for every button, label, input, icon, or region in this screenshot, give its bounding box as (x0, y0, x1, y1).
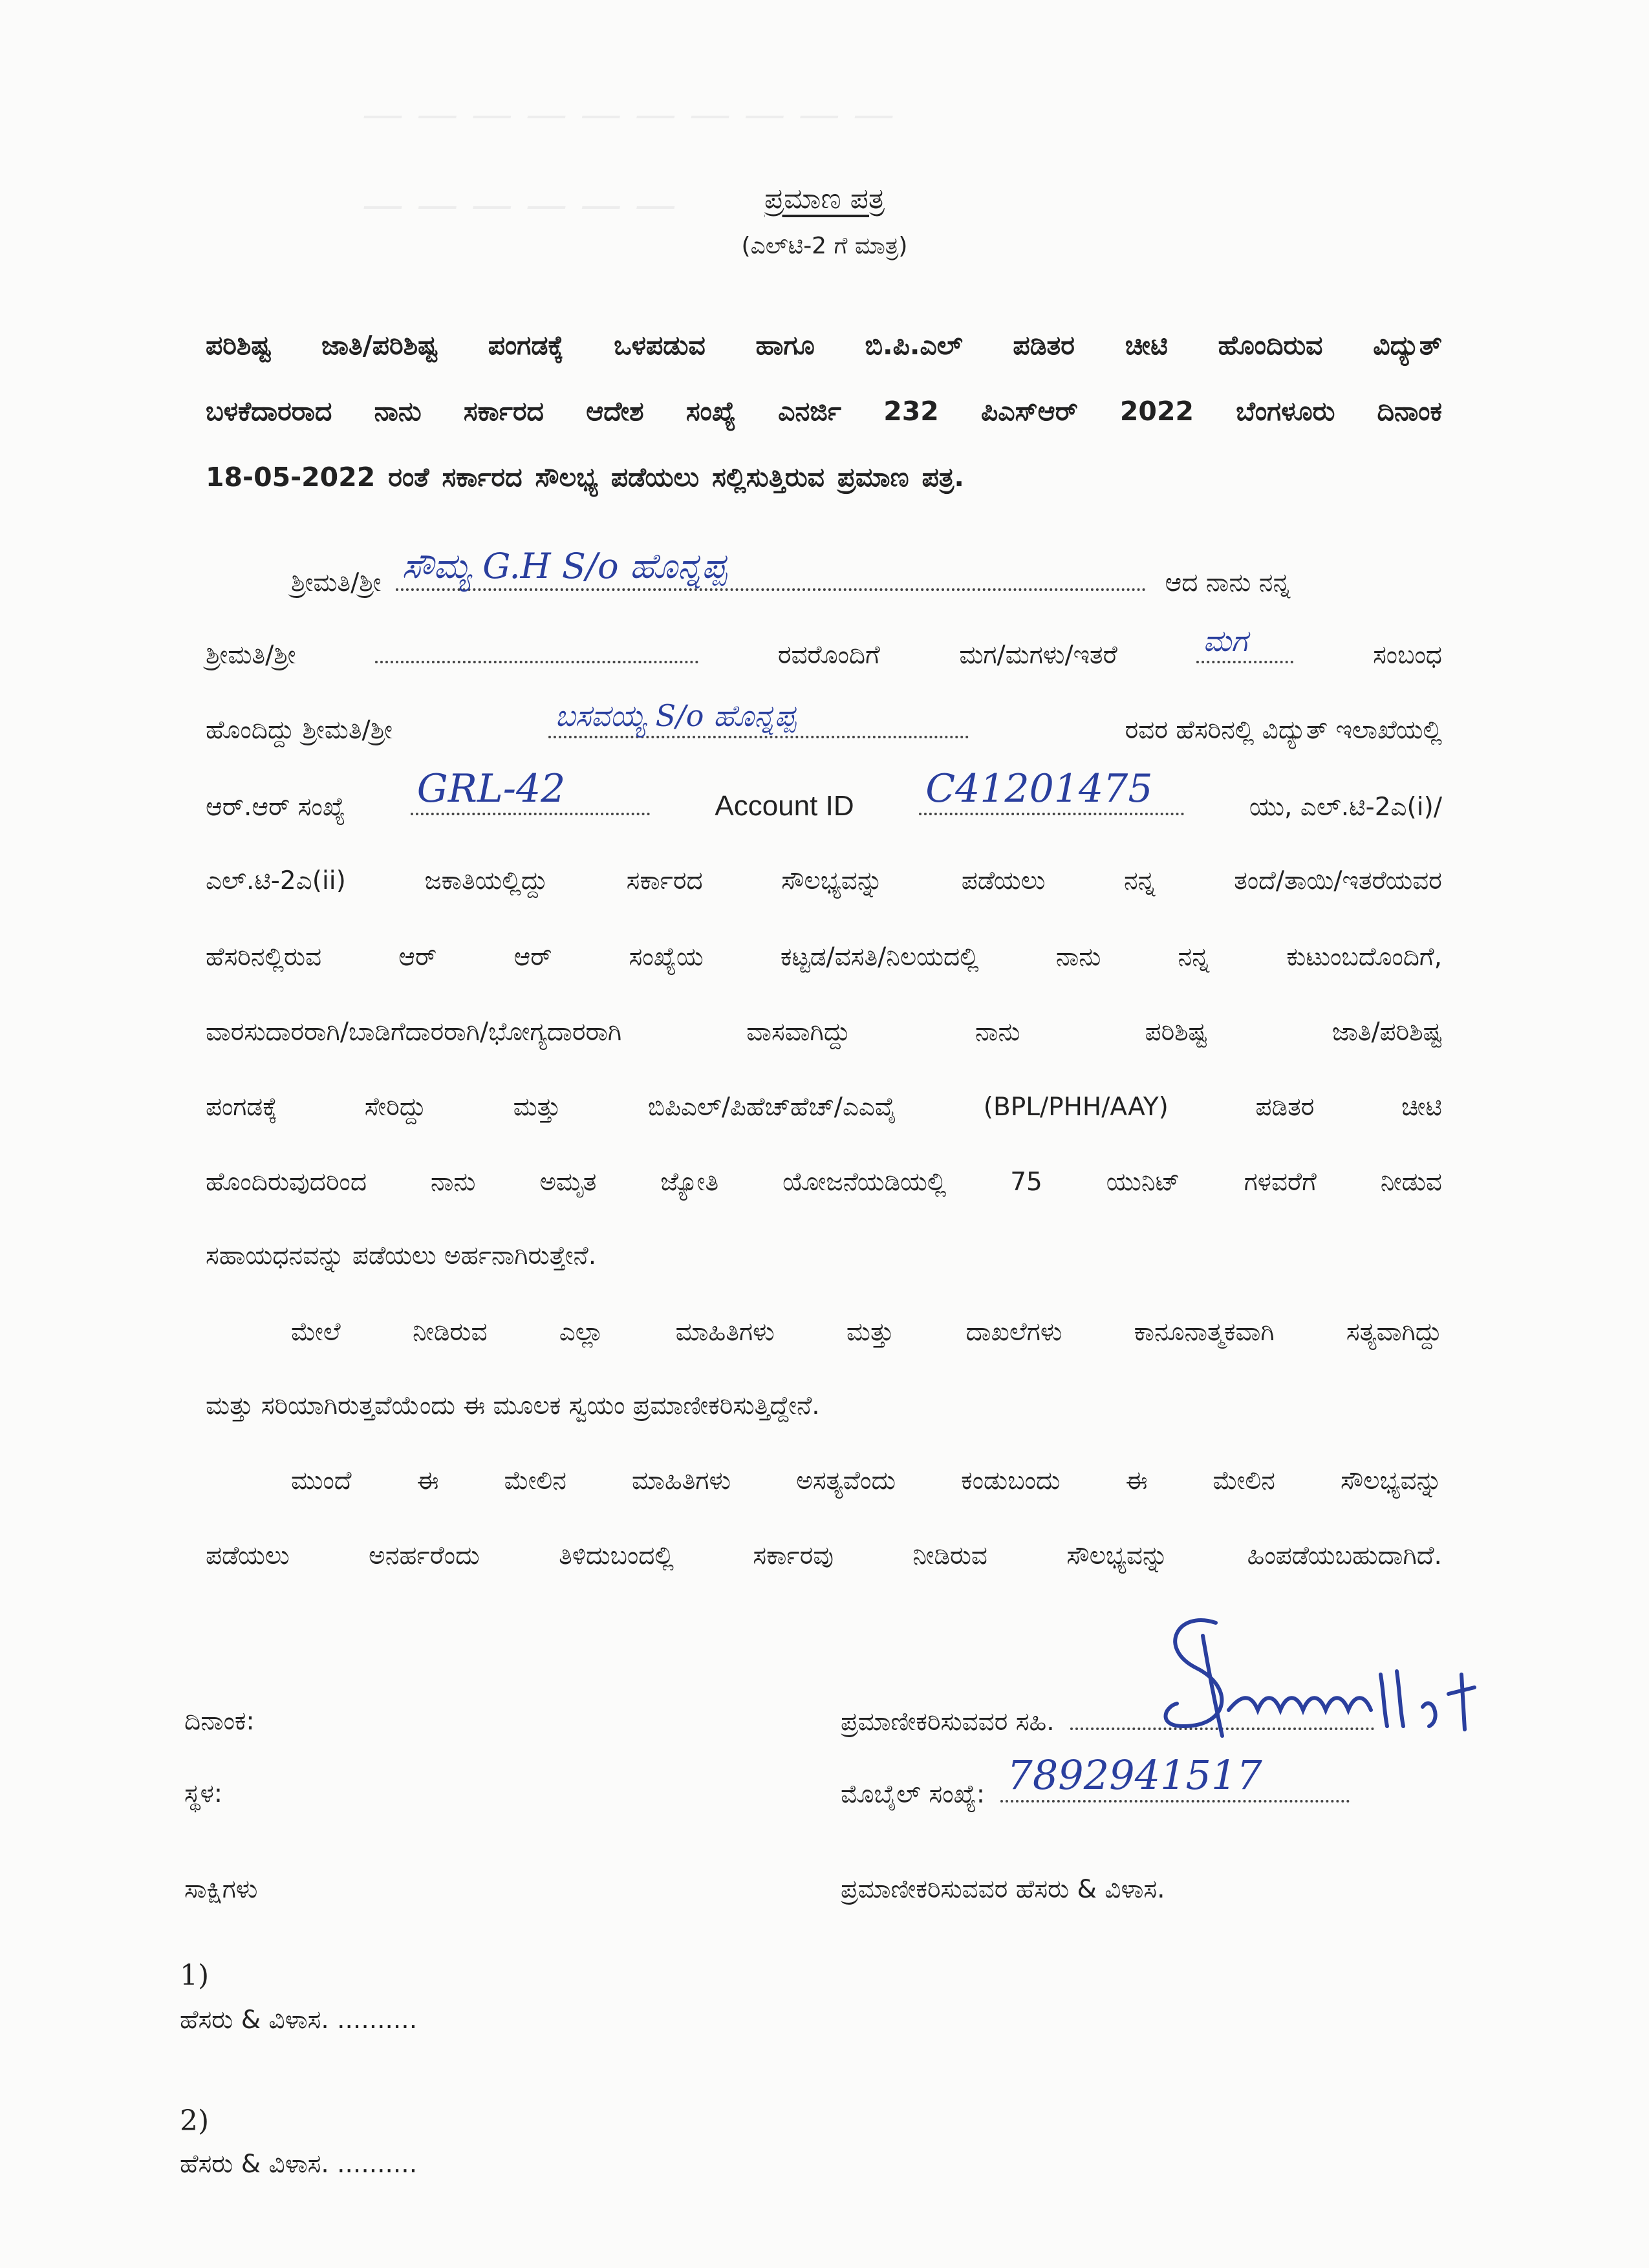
word: ಸೌಲಭ್ಯವನ್ನು (1066, 1541, 1169, 1570)
word: ಯುನಿಟ್ (1106, 1168, 1180, 1197)
word: ಗಳವರೆಗೆ (1244, 1168, 1317, 1197)
mobile-row: ಮೊಬೈಲ್ ಸಂಖ್ಯೆ: 7892941517 (841, 1779, 1350, 1809)
word: ಸಲ್ಲಿಸುತ್ತಿರುವ (712, 462, 824, 493)
word: ಹೊಂದಿರುವುದರಿಂದ (206, 1168, 367, 1197)
word: ವಿದ್ಯುತ್ (1373, 330, 1442, 361)
word: ಬಳಕೆದಾರರಾದ (206, 396, 332, 427)
para1-line-5 (206, 866, 1442, 895)
word: ಕುಟುಂಬದೊಂದಿಗೆ, (1286, 943, 1442, 972)
para1-line-4: ಆರ್.ಆರ್ ಸಂಖ್ಯೆ GRL-42 Account ID C41201475 ಯು, ಎಲ್.ಟಿ-2ಎ(i)/ (206, 766, 1442, 822)
word: ಪಡಿತರ (1255, 1093, 1315, 1122)
word: 2022 (1119, 396, 1194, 427)
word: ಮೇಲಿನ (504, 1466, 566, 1495)
word: ಸರ್ಕಾರವು (753, 1541, 834, 1570)
rr-number-value: GRL-42 (416, 766, 566, 811)
word: ಸೇರಿದ್ದು (364, 1093, 426, 1122)
relation-field (1196, 623, 1293, 663)
word: ರಂತೆ (388, 462, 429, 493)
witness-1-number: 1) (180, 1959, 210, 1992)
place-label: ಸ್ಥಳ: (184, 1779, 222, 1808)
word: ಪರಿಶಿಷ್ಟ (206, 330, 272, 361)
word: ಮಾಹಿತಿಗಳು (675, 1318, 775, 1347)
word: ಅಸತ್ಯವೆಂದು (796, 1466, 896, 1495)
para1-line-6 (206, 943, 1442, 972)
title-label: ಶ್ರೀಮತಿ/ಶ್ರೀ (291, 568, 382, 597)
witness-1-text: ಹೆಸರು & ವಿಳಾಸ. .......... (180, 2006, 418, 2035)
word: ಸರ್ಕಾರದ (463, 396, 544, 427)
word: ಅನರ್ಹರೆಂದು (369, 1541, 480, 1570)
para1-line-2: ಶ್ರೀಮತಿ/ಶ್ರೀ ರವರೊಂದಿಗೆ ಮಗ/ಮಗಳು/ಇತರೆ ಮಗ ಸಂಬಂಧ (206, 623, 1442, 670)
word: ಮೇಲೆ (291, 1318, 341, 1347)
date-label: ದಿನಾಂಕ: (184, 1707, 255, 1736)
intro-line-3 (206, 462, 1442, 493)
para1-line-10: ಸಹಾಯಧನವನ್ನು ಪಡೆಯಲು ಅರ್ಹನಾಗಿರುತ್ತೇನೆ. (206, 1241, 597, 1270)
word: ಜಕಾತಿಯಲ್ಲಿದ್ದು (424, 866, 548, 895)
word: ಪಡೆಯಲು (206, 1541, 290, 1570)
word: ಎನರ್ಜಿ (778, 396, 842, 427)
para1-line-3: ಹೊಂದಿದ್ದು ಶ್ರೀಮತಿ/ಶ್ರೀ ಬಸವಯ್ಯ S/o ಹೊನ್ನಪ್ಪ ರವರ ಹೆಸರಿನಲ್ಲಿ ವಿದ್ಯುತ್ ಇಲಾಖೆಯಲ್ಲಿ (206, 698, 1442, 745)
certificate-page: — — — — — — — — — — — — — — — — ಪ್ರಮಾಣ ಪತ್ರ (ಎಲ್‌ಟಿ-2 ಗೆ ಮಾತ್ರ) ಪರಿಶಿಷ್ಟ ಜಾತಿ/ಪರಿಶಿಷ್ಟ ಪಂಗಡಕ್ಕೆ ಒಳಪಡುವ ಹಾಗೂ ಬಿ.ಪಿ.ಎಲ್ ಪಡಿತರ ಚೀಟಿ ಹೊಂದಿರುವ ವಿದ್ಯುತ್ ಬಳಕೆದಾರರಾದ ನಾನು ಸರ್ಕಾರದ ಆದೇಶ ಸಂಖ್ಯೆ ಎನರ್ಜಿ 232 ಪಿಎಸ್‌ಆರ್ 2022 ಬೆಂಗಳೂರು ದಿನಾಂಕ 18-05-2022 ರಂತೆ ಸರ್ಕಾರದ ಸೌಲಭ್ಯ ಪಡೆಯಲು ಸಲ್ಲಿಸುತ್ತಿರುವ ಪ್ರಮಾಣ ಪತ್ರ. ಶ್ರೀಮತಿ/ಶ್ರೀ ಸೌಮ್ಯ G.H S/o ಹೊನ್ನಪ್ಪ ಆದ ನಾನು ನನ್ನ ಶ್ರೀಮತಿ/ಶ್ರೀ ರವರೊಂದಿಗೆ ಮಗ/ಮಗಳು/ಇತರೆ ಮಗ ಸಂಬಂಧ ಹೊಂದಿದ್ದು ಶ್ರೀಮತಿ/ಶ್ರೀ ಬಸವಯ್ಯ S/o ಹೊನ್ನಪ್ಪ ರವರ ಹೆಸರಿನಲ್ಲಿ ವಿದ್ಯುತ್ ಇಲಾಖೆಯಲ್ಲಿ ಆರ್.ಆರ್ ಸಂಖ್ಯೆ GRL-42 Account ID C41201475 ಯು, ಎಲ್.ಟಿ-2ಎ(i)/ ಎಲ್.ಟಿ-2ಎ(ii) ಜಕಾತಿಯಲ್ಲಿದ್ದು ಸರ್ಕಾರದ ಸೌಲಭ್ಯವನ್ನು ಪಡೆಯಲು ನನ್ನ ತಂದೆ/ತಾಯಿ/ಇತರೆಯವರ ಹೆಸರಿನಲ್ಲಿರುವ ಆರ್ ಆರ್ ಸಂಖ್ಯೆಯ ಕಟ್ಟಡ/ವಸತಿ/ನಿಲಯದಲ್ಲಿ ನಾನು ನನ್ನ ಕುಟುಂಬದೊಂದಿಗೆ, ವಾರಸುದಾರರಾಗಿ/ಬಾಡಿಗೆದಾರರಾಗಿ/ಭೋಗ್ಯದಾರರಾಗಿ ವಾಸವಾಗಿದ್ದು ನಾನು ಪರಿಶಿಷ್ಟ ಜಾತಿ/ಪರಿಶಿಷ್ಟ ಪಂಗಡಕ್ಕೆ ಸೇರಿದ್ದು ಮತ್ತು ಬಿಪಿಎಲ್/ಪಿಹೆಚ್‌ಹೆಚ್/ಎಎವೈ (BPL/PHH/AAY) ಪಡಿತರ ಚೀಟಿ ಹೊಂದಿರುವುದರಿಂದ ನಾನು ಅಮೃತ ಜ್ಯೋತಿ ಯೋಜನೆಯಡಿಯಲ್ಲಿ 75 ಯುನಿಟ್ ಗಳವರೆಗೆ ನೀಡುವ ಸಹಾಯಧನವನ್ನು ಪಡೆಯಲು ಅರ್ಹನಾಗಿರುತ್ತೇನೆ. ಮೇಲೆ ನೀಡಿರುವ ಎಲ್ಲಾ ಮಾಹಿತಿಗಳು ಮತ್ತು ದಾಖಲೆಗಳು ಕಾನೂನಾತ್ಮಕವಾಗಿ ಸತ್ಯವಾಗಿದ್ದು ಮತ್ತು ಸರಿಯಾಗಿರುತ್ತವೆಯೆಂದು ಈ ಮೂಲಕ ಸ್ವಯಂ ಪ್ರಮಾಣೀಕರಿಸುತ್ತಿದ್ದೇನೆ. ಮುಂದೆ ಈ ಮೇಲಿನ ಮಾಹಿತಿಗಳು ಅಸತ್ಯವೆಂದು ಕಂಡುಬಂದು ಈ ಮೇಲಿನ ಸೌಲಭ್ಯವನ್ನು ಪಡೆಯಲು ಅನರ್ಹರೆಂದು ತಿಳಿದುಬಂದಲ್ಲಿ ಸರ್ಕಾರವು ನೀಡಿರುವ ಸೌಲಭ್ಯವನ್ನು ಹಿಂಪಡೆಯಬಹುದಾಗಿದೆ. ದಿನಾಂಕ: ಸ್ಥಳ: ಸಾಕ್ಷಿಗಳು ಪ್ರಮಾಣೀಕರಿಸುವವರ ಸಹಿ. ಮೊಬೈಲ್ ಸಂಖ್ಯೆ: 7892941517 ಪ್ರಮಾಣೀಕರಿಸುವವರ ಹೆಸರು & ವಿಳಾಸ. 1) ಹೆಸರು & ವಿಳಾಸ. .......... 2) ಹೆಸರು & ವಿಳಾಸ. .......... (0, 0, 1649, 2268)
word: ಕಂಡುಬಂದು (961, 1466, 1061, 1495)
word: ಹಾಗೂ (755, 330, 815, 361)
para3-line-2 (206, 1541, 1442, 1570)
word: ಜ್ಯೋತಿ (660, 1168, 719, 1197)
account-id-value: C41201475 (925, 766, 1153, 811)
rr-number-field (411, 766, 650, 815)
word: ಸೌಲಭ್ಯವನ್ನು (1341, 1466, 1442, 1495)
para2-line-2: ಮತ್ತು ಸರಿಯಾಗಿರುತ್ತವೆಯೆಂದು ಈ ಮೂಲಕ ಸ್ವಯಂ ಪ್ರಮಾಣೀಕರಿಸುತ್ತಿದ್ದೇನೆ. (206, 1391, 820, 1420)
word: ನೀಡಿರುವ (912, 1541, 987, 1570)
name-address-label: ಪ್ರಮಾಣೀಕರಿಸುವವರ ಹೆಸರು & ವಿಳಾಸ. (841, 1875, 1165, 1904)
word: ನಾನು (1055, 943, 1101, 972)
word: ಸರ್ಕಾರದ (626, 866, 703, 895)
word: ಬಿಪಿಎಲ್/ಪಿಹೆಚ್‌ಹೆಚ್/ಎಎವೈ (647, 1093, 897, 1122)
intro-line-1 (206, 330, 1442, 361)
word: ಚೀಟಿ (1125, 330, 1168, 361)
document-title: ಪ್ರಮಾಣ ಪತ್ರ (764, 182, 885, 215)
word: ಪಡೆಯಲು (610, 462, 700, 493)
word: ಚೀಟಿ (1401, 1093, 1442, 1122)
account-id-field (919, 766, 1184, 815)
word: ಆರ್ (513, 943, 552, 972)
signature (1138, 1597, 1500, 1752)
signature-row: ಪ್ರಮಾಣೀಕರಿಸುವವರ ಸಹಿ. (841, 1707, 1374, 1737)
holder-name-value: ಬಸವಯ್ಯ S/o ಹೊನ್ನಪ್ಪ (555, 698, 796, 733)
word: ಪಂಗಡಕ್ಕೆ (206, 1093, 278, 1122)
word: ದಾಖಲೆಗಳು (965, 1318, 1062, 1347)
word: ಪಡೆಯಲು (961, 866, 1046, 895)
word: ಕಾನೂನಾತ್ಮಕವಾಗಿ (1134, 1318, 1275, 1347)
word: ಮತ್ತು (513, 1093, 561, 1122)
para3-line-1 (291, 1466, 1442, 1495)
word: ಎಲ್.ಟಿ-2ಎ(ii) (206, 866, 346, 895)
word: ಸೌಲಭ್ಯವನ್ನು (781, 866, 883, 895)
word: ವಾಸವಾಗಿದ್ದು (746, 1018, 851, 1047)
word: ವಾರಸುದಾರರಾಗಿ/ಬಾಡಿಗೆದಾರರಾಗಿ/ಭೋಗ್ಯದಾರರಾಗಿ (206, 1018, 622, 1047)
applicant-name-value: ಸೌಮ್ಯ G.H S/o ಹೊನ್ನಪ್ಪ (402, 546, 727, 586)
word: ನನ್ನ (1178, 943, 1210, 972)
word: ಬಿ.ಪಿ.ಎಲ್ (865, 330, 963, 361)
word: ನಾನು (374, 396, 422, 427)
word: ಆದೇಶ (586, 396, 644, 427)
para1-line-1: ಶ್ರೀಮತಿ/ಶ್ರೀ ಸೌಮ್ಯ G.H S/o ಹೊನ್ನಪ್ಪ ಆದ ನಾನು ನನ್ನ (291, 546, 1291, 597)
word: ಮಾಹಿತಿಗಳು (632, 1466, 731, 1495)
witness-2-number: 2) (180, 2104, 210, 2137)
word: ಮತ್ತು (846, 1318, 894, 1347)
word: ಕಟ್ಟಡ/ವಸತಿ/ನಿಲಯದಲ್ಲಿ (780, 943, 979, 972)
mobile-number-value: 7892941517 (1007, 1751, 1262, 1799)
para1-line-7 (206, 1018, 1442, 1047)
witness-2-text: ಹೆಸರು & ವಿಳಾಸ. .......... (180, 2150, 418, 2179)
word: ಹೆಸರಿನಲ್ಲಿರುವ (206, 943, 322, 972)
word: ಪರಿಶಿಷ್ಟ (1145, 1018, 1207, 1047)
holder-name-field (548, 698, 969, 738)
word: 75 (1010, 1168, 1042, 1197)
para1-line-8 (206, 1093, 1442, 1122)
word: ತಿಳಿದುಬಂದಲ್ಲಿ (559, 1541, 674, 1570)
word: ಈ (416, 1466, 439, 1495)
para2-line-1 (291, 1318, 1442, 1347)
word: ಆರ್ (398, 943, 437, 972)
word: ಈ (1125, 1466, 1148, 1495)
word: ಪ್ರಮಾಣ (837, 462, 909, 493)
word: ಪಿಎಸ್‌ಆರ್ (981, 396, 1078, 427)
word: ಪಂಗಡಕ್ಕೆ (488, 330, 564, 361)
word: ಮುಂದೆ (291, 1466, 352, 1495)
word: ಒಳಪಡುವ (614, 330, 706, 361)
word: ಹಿಂಪಡೆಯಬಹುದಾಗಿದೆ. (1247, 1541, 1442, 1570)
word: 18-05-2022 (206, 462, 376, 493)
word: ಸಂಖ್ಯೆ (685, 396, 736, 427)
word: ಜಾತಿ/ಪರಿಶಿಷ್ಟ (321, 330, 438, 361)
relative-name-field (375, 640, 698, 663)
word: 232 (883, 396, 939, 427)
word: ಹೊಂದಿರುವ (1218, 330, 1323, 361)
word: ದಿನಾಂಕ (1377, 396, 1442, 427)
word: ಸರ್ಕಾರದ (442, 462, 523, 493)
word: ನನ್ನ (1123, 866, 1156, 895)
relation-value: ಮಗ (1203, 623, 1248, 658)
intro-line-2 (206, 396, 1442, 427)
word: ಎಲ್ಲಾ (559, 1318, 604, 1347)
word: (BPL/PHH/AAY) (983, 1093, 1169, 1122)
word: ನೀಡುವ (1380, 1168, 1442, 1197)
word: ಮೇಲಿನ (1212, 1466, 1275, 1495)
document-subtitle: (ಎಲ್‌ಟಿ-2 ಗೆ ಮಾತ್ರ) (741, 233, 908, 259)
word: ತಂದೆ/ತಾಯಿ/ಇತರೆಯವರ (1234, 866, 1442, 895)
word: ಬೆಂಗಳೂರು (1236, 396, 1335, 427)
word: ಪತ್ರ. (921, 462, 964, 493)
word: ಯೋಜನೆಯಡಿಯಲ್ಲಿ (782, 1168, 947, 1197)
word: ನಾನು (975, 1018, 1020, 1047)
word: ಪಡಿತರ (1013, 330, 1075, 361)
word: ಸೌಲಭ್ಯ (535, 462, 598, 493)
word: ನಾನು (430, 1168, 476, 1197)
word: ನೀಡಿರುವ (412, 1318, 488, 1347)
word: ಜಾತಿ/ಪರಿಶಿಷ್ಟ (1331, 1018, 1442, 1047)
word: ಸಂಖ್ಯೆಯ (629, 943, 704, 972)
word: ಅಮೃತ (539, 1168, 597, 1197)
word: ಸತ್ಯವಾಗಿದ್ದು (1346, 1318, 1442, 1347)
para1-line-9 (206, 1168, 1442, 1197)
witnesses-label: ಸಾಕ್ಷಿಗಳು (184, 1875, 258, 1904)
